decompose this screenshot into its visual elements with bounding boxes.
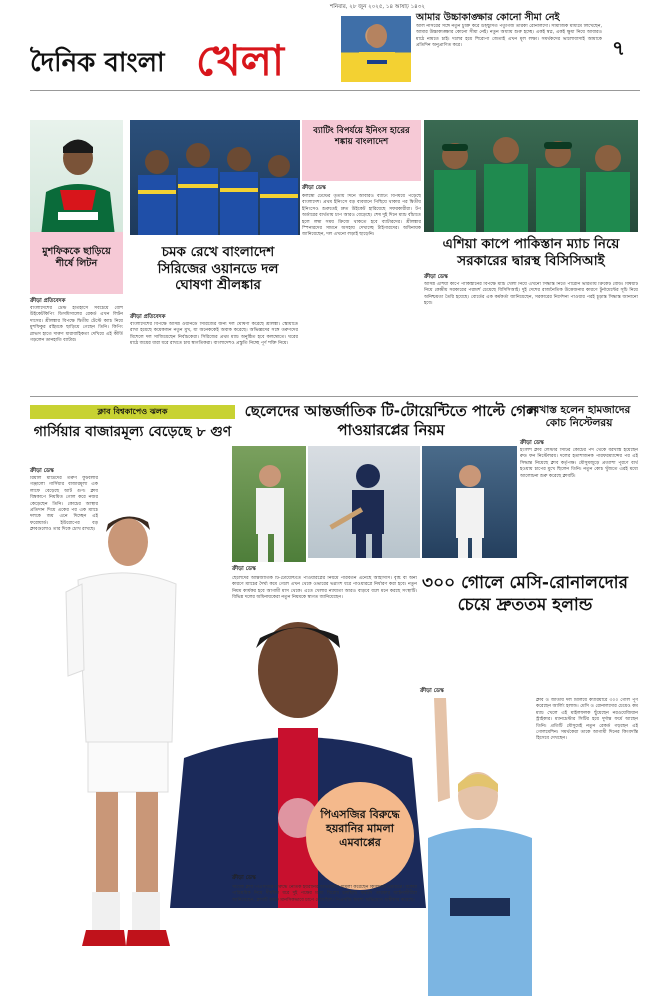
srilanka-byline: ক্রীড়া প্রতিবেদক (130, 314, 166, 320)
club-wc-label: ক্লাব বিশ্বকাপেও ঝলক (30, 405, 235, 419)
haaland-photo (420, 688, 538, 996)
litton-body: বাংলাদেশের টেস্ট ইতিহাসে সবচেয়ে বেশি উইকেটকিপিং ডিসমিসালের রেকর্ড এখন লিটন দাসের। শ্রীলঙ্কার বিপক্ষে দ্বিতীয় টেস্টে ক্যাচ নিয়ে মুশফিকুর রহিমকে ছাড়িয়ে গেছেন তিনি। কিপিং গ্লাভস হাতে দারুণ ধারাবাহিকতা দেখিয়ে এই কীর্তি গড়লেন ডানহাতি ব্যাটার। (30, 306, 123, 344)
batting-headline: ব্যাটিং বিপর্যয়ে ইনিংস হারের শঙ্কায় বাংলাদেশ (313, 126, 410, 147)
asia-cup-headline: এশিয়া কাপে পাকিস্তান ম্যাচ নিয়ে সরকারের দ্বারস্থ বিসিসিআই (442, 236, 620, 269)
asia-cup-byline: ক্রীড়া ডেস্ক (424, 274, 448, 280)
club-wc-body: রিয়াল মাদ্রিদের তরুণ ফুটবলার গঞ্জালো গার্সিয়ার বাজারমূল্য এক লাফে বেড়েছে আট গুণ। ক্লাব বিশ্বকাপে নিয়মিত গোল করে নজর কেড়েছেন তিনি। কোচের আস্থার প্রতিদান দিয়ে একের পর এক ম্যাচে দলকে জয় এনে দিচ্ছেন এই ফরোয়ার্ড। ইউরোপের বড় ক্লাবগুলোও তার দিকে চোখ রাখছে। (30, 476, 98, 533)
powerplay-photo-right (422, 446, 517, 558)
batting-byline: ক্রীড়া ডেস্ক (302, 185, 326, 191)
pakistan-team-photo (424, 120, 638, 232)
hamjala-body: ইংলিশ ক্লাব লেস্টার সিটির কোচের পদ থেকে বরখাস্ত হয়েছেন রুড ফন নিস্টেলরয়। দলের হতাশাজনক পারফরম্যান্সের পর এই সিদ্ধান্ত নিয়েছে ক্লাব কর্তৃপক্ষ। মৌসুমজুড়ে প্রত্যাশা পূরণে ব্যর্থ হওয়ায় চাপের মুখে ছিলেন তিনি। নতুন কোচ খুঁজতে এরই মধ্যে আলোচনা শুরু করেছে ক্লাবটি। (520, 448, 638, 479)
masthead (30, 20, 330, 90)
header-rule (30, 90, 640, 91)
ronaldo-figure (341, 16, 411, 82)
litton-caption: মুশফিককে ছাড়িয়ে শীর্ষে লিটন (42, 246, 111, 269)
row1-rule (30, 396, 638, 397)
srilanka-players (130, 120, 300, 235)
powerplay-photo-center (308, 446, 420, 558)
haaland-figure (420, 688, 538, 996)
srilanka-body: বাংলাদেশের বিপক্ষে আসন্ন ওয়ানডে সিরিজের জন্য দল ঘোষণা করেছে শ্রীলঙ্কা। স্কোয়াডে রাখা হয়েছে কয়েকজন নতুন মুখ, যা অনেককেই অবাক করেছে। অভিজ্ঞদের সঙ্গে তরুণদের মিশেলে দল সাজিয়েছেন নির্বাচকেরা। সিরিজের প্রথম ম্যাচ অনুষ্ঠিত হবে কলম্বোতে। ঘরের মাঠে জয়ের ধারা ধরে রাখতে চায় স্বাগতিকরা। বাংলাদেশও প্রস্তুতি নিচ্ছে পূর্ণ শক্তি নিয়ে। (130, 322, 298, 347)
messi-byline: ক্রীড়া ডেস্ক (420, 688, 444, 694)
quote-headline: আমার উচ্চাকাঙ্ক্ষার কোনো সীমা নেই (416, 12, 560, 23)
club-wc-headline: গার্সিয়ার বাজারমূল্য বেড়েছে ৮ গুণ (33, 424, 232, 440)
psg-headline: পিএসজির বিরুদ্ধে হয়রানির মামলা এমবাপ্পের (320, 808, 400, 849)
asia-cup-body: আসন্ন এশিয়া কাপে পাকিস্তানের বিপক্ষে ম্যাচ খেলা নিয়ে এখনো সিদ্ধান্ত নিতে পারেনি ভারতীয় ক্রিকেট বোর্ড। বিষয়টি নিয়ে কেন্দ্রীয় সরকারের পরামর্শ চেয়েছে বিসিসিআই। দুই দেশের রাজনৈতিক উত্তেজনার কারণে টুর্নামেন্টের সূচি নিয়ে অনিশ্চয়তা তৈরি হয়েছে। বোর্ডের এক কর্মকর্তা জানিয়েছেন, সরকারের নির্দেশনা পাওয়ার পরই চূড়ান্ত সিদ্ধান্ত জানানো হবে। (424, 282, 638, 307)
messi-headline: ৩০০ গোলে মেসি-রোনালদোর চেয়ে দ্রুততম হলান্ড (422, 573, 628, 615)
masthead-left: দৈনিক বাংলা (30, 48, 165, 78)
psg-body: সাবেক ক্লাব পিএসজির বিরুদ্ধে নৈতিক হয়রানির অভিযোগে মামলা করেছেন কিলিয়ান এমবাপ্পে। বকেয়া পারিশ্রমিক নিয়ে দীর্ঘদিন ধরে দুই পক্ষের মধ্যে বিরোধ চলছিল। ফরাসি তারকার আইনজীবীরা জানিয়েছেন, ক্লাবটি তাকে মানসিকভাবে চাপে রেখেছিল। পিএসজি অবশ্য অভিযোগ অস্বীকার করেছে। (232, 885, 417, 903)
quote-body: আল নাসরের সঙ্গে নতুন চুক্তি করে উচ্ছ্বসিত পর্তুগিজ তারকা রোনালদো। সামাজিক মাধ্যমে লিখেছেন, আমার উচ্চাকাঙ্ক্ষার কোনো সীমা নেই। নতুন অধ্যায় শুরু হচ্ছে। একই স্বপ্ন, একই ক্ষুধা নিয়ে আবারও মাঠে নামতে চাই। দলের হয়ে শিরোপা জেতাই এখন মূল লক্ষ্য। সমর্থকদের ভালোবাসাই আমাকে প্রতিদিন অনুপ্রাণিত করে। (416, 24, 602, 49)
litton-figure (30, 120, 123, 245)
messi-body: ক্লাব ও জাতীয় দল মিলিয়ে ক্যারিয়ারে ৩০০ গোল পূর্ণ করেছেন আর্লিং হলান্ড। মেসি ও রোনালদোর চেয়েও কম ম্যাচ খেলে এই মাইলফলক ছুঁয়েছেন নরওয়েজিয়ান স্ট্রাইকার। ম্যানচেস্টার সিটির হয়ে দুর্দান্ত ফর্মে আছেন তিনি। প্রতিটি মৌসুমেই নতুন রেকর্ড গড়ছেন এই গোলমেশিন। সমর্থকেরা তাকে আগামী দিনের কিংবদন্তি হিসেবে দেখছেন। (536, 698, 638, 742)
ronaldo-photo (341, 16, 411, 82)
srilanka-team-photo (130, 120, 300, 235)
date-line: শনিবার, ২৮ জুন ২০২৫, ১৪ আষাঢ় ১৪৩২ (330, 4, 425, 10)
batter-figure (308, 446, 420, 558)
powerplay-body: ছেলেদের আন্তর্জাতিক টি-টোয়েন্টিতে পাওয়ারপ্লের নিয়মে পরিবর্তন এনেছে আইসিসি। বৃষ্টি বা অন্য কারণে ম্যাচের দৈর্ঘ্য কমে গেলে এখন থেকে ওভারের ভগ্নাংশ ধরে পাওয়ারপ্লে নির্ধারণ করা হবে। নতুন নিয়ম কার্যকর হবে আগামী মাস থেকে। এতে খেলার ন্যায্যতা আরও বাড়বে বলে মনে করছে সংস্থাটি। বিভিন্ন দলের অধিনায়কেরা নতুন নিয়মকে স্বাগত জানিয়েছেন। (232, 576, 417, 601)
powerplay-byline: ক্রীড়া ডেস্ক (232, 566, 256, 572)
page-number: ৭ (612, 36, 626, 60)
batter-2-figure (422, 446, 517, 558)
litton-byline: ক্রীড়া প্রতিবেদক (30, 298, 66, 304)
powerplay-photo-left (232, 446, 306, 562)
masthead-right: খেলা (196, 36, 285, 85)
club-wc-byline: ক্রীড়া ডেস্ক (30, 468, 54, 474)
bowler-figure (232, 446, 306, 562)
litton-photo (30, 120, 123, 245)
powerplay-headline: ছেলেদের আন্তর্জাতিক টি-টোয়েন্টিতে পাল্টে গেল পাওয়ারপ্লের নিয়ম (244, 402, 538, 439)
pakistan-players (424, 120, 638, 232)
psg-byline: ক্রীড়া ডেস্ক (232, 875, 256, 881)
hamjala-byline: ক্রীড়া ডেস্ক (520, 440, 544, 446)
batting-body: কলম্বো টেস্টের তৃতীয় দিনে আবারও ব্যাটিং বিপর্যয়ে পড়েছে বাংলাদেশ। প্রথম ইনিংসে বড় ব্যবধানে পিছিয়ে থাকার পর দ্বিতীয় ইনিংসেও শুরুতেই দ্রুত উইকেট হারিয়েছে সফরকারীরা। টপ অর্ডারের ব্যর্থতায় চাপ আরও বেড়েছে। শেষ দুই দিনে ম্যাচ বাঁচাতে হলে লম্বা সময় ক্রিজে থাকতে হবে ব্যাটারদের। শ্রীলঙ্কার স্পিনারদের সামনে অসহায় দেখাচ্ছে টাইগারদের। অধিনায়ক জানিয়েছেন, দল এখনো লড়াই ছাড়েনি। (302, 194, 421, 238)
hamjala-headline: বরখাস্ত হলেন হামজাদের কোচ নিস্টেলরয় (527, 404, 631, 429)
srilanka-headline: চমক রেখে বাংলাদেশ সিরিজের ওয়ানডে দল ঘোষণা শ্রীলঙ্কার (157, 244, 279, 293)
